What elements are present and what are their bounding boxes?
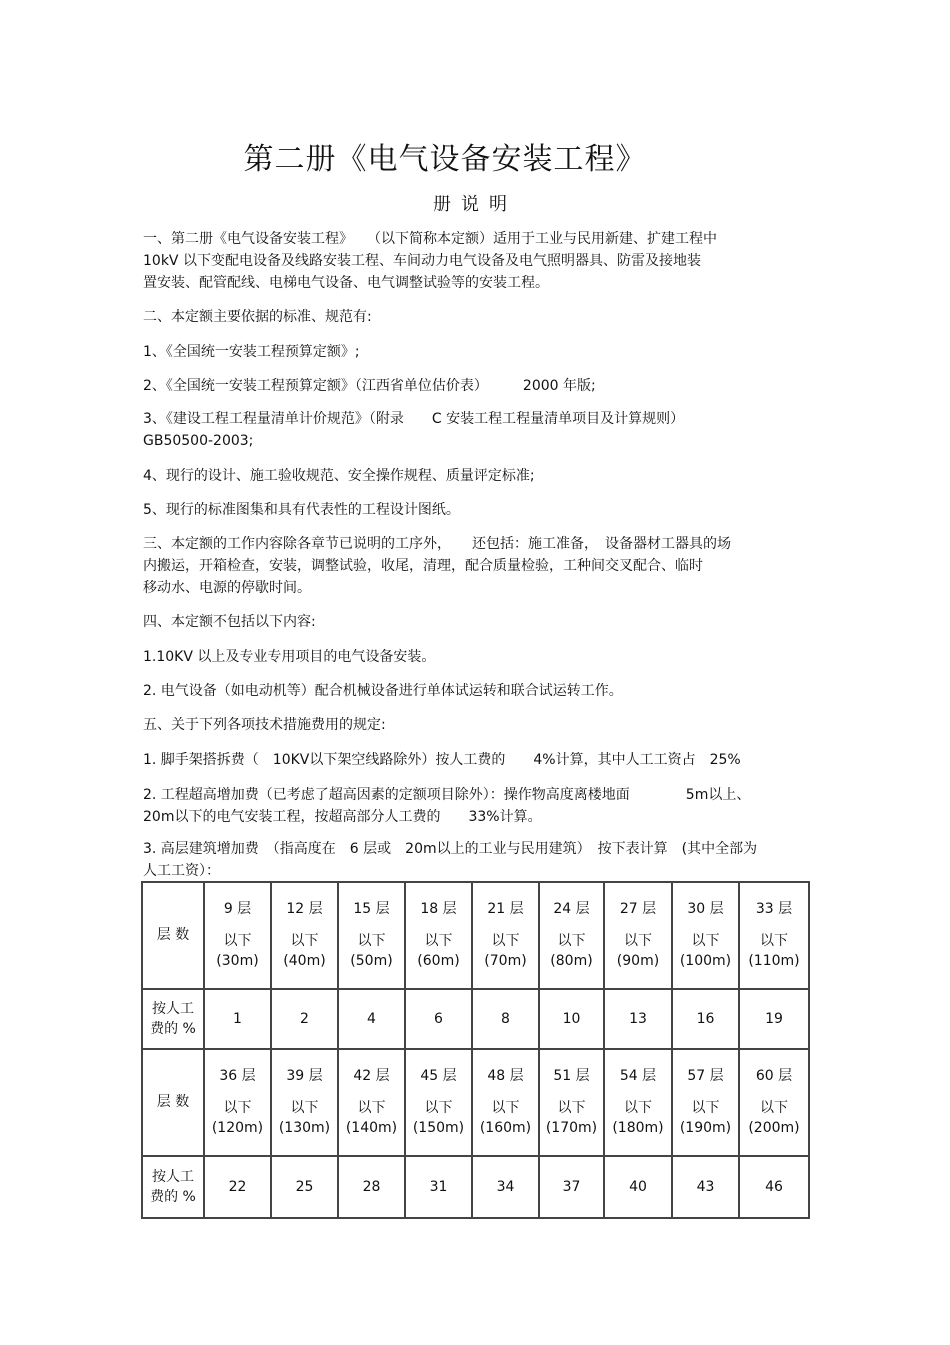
below-label: 以下 bbox=[691, 933, 720, 950]
floor-count: 51 层 bbox=[553, 1068, 590, 1085]
percent-value: 2 bbox=[271, 989, 338, 1049]
percent-value: 8 bbox=[472, 989, 539, 1049]
height-limit: (190m) bbox=[679, 1120, 732, 1137]
percent-value: 31 bbox=[405, 1156, 472, 1218]
paragraph bbox=[143, 533, 803, 599]
paragraph-line: 4、现行的设计、施工验收规范、安全操作规程、质量评定标准; bbox=[143, 468, 535, 484]
below-label: 以下 bbox=[624, 933, 652, 950]
height-limit: (130m) bbox=[278, 1120, 331, 1137]
floor-cell bbox=[472, 882, 539, 989]
percent-value: 4 bbox=[338, 989, 405, 1049]
paragraph-line: 3. 高层建筑增加费 （指高度在 6 层或 20m以上的工业与民用建筑） 按下表计算 (其中全部为 bbox=[143, 841, 758, 857]
floor-cell bbox=[539, 882, 604, 989]
below-label: 以下 bbox=[424, 933, 453, 950]
paragraph-line: 1.10KV 以上及专业专用项目的电气设备安装。 bbox=[143, 649, 436, 665]
document-title: 第二册《电气设备安装工程》 bbox=[243, 142, 647, 177]
below-label: 以下 bbox=[491, 1100, 520, 1117]
document-subtitle: 册说明 bbox=[433, 194, 517, 215]
table-row-percent bbox=[142, 989, 809, 1049]
floor-cell bbox=[338, 882, 405, 989]
height-limit: (120m) bbox=[211, 1120, 264, 1137]
below-label: 以下 bbox=[557, 933, 586, 950]
floor-cell bbox=[204, 882, 271, 989]
floor-count: 54 层 bbox=[619, 1068, 657, 1085]
paragraph bbox=[143, 228, 803, 294]
height-limit: (100m) bbox=[679, 953, 732, 970]
height-limit: (80m) bbox=[550, 953, 593, 970]
floor-cell bbox=[539, 1049, 604, 1156]
paragraph-line: 2. 电气设备（如电动机等）配合机械设备进行单体试运转和联合试运转工作。 bbox=[143, 683, 623, 699]
floor-count: 42 层 bbox=[353, 1068, 390, 1085]
high-rise-fee-table bbox=[141, 881, 810, 1219]
floor-cell bbox=[672, 1049, 739, 1156]
floor-cell bbox=[338, 1049, 405, 1156]
row-label-percent bbox=[142, 989, 204, 1049]
row-label-line: 按人工 bbox=[152, 1000, 194, 1017]
floor-count: 39 层 bbox=[286, 1068, 323, 1085]
row-label-floors: 层 数 bbox=[142, 882, 204, 989]
height-limit: (170m) bbox=[545, 1120, 598, 1137]
height-limit: (200m) bbox=[748, 1120, 800, 1137]
percent-value: 37 bbox=[539, 1156, 604, 1218]
floor-cell bbox=[672, 882, 739, 989]
row-label-line: 费的 % bbox=[150, 1020, 196, 1037]
paragraph-line: 置安装、配管配线、电梯电气设备、电气调整试验等的安装工程。 bbox=[143, 275, 549, 291]
percent-value: 34 bbox=[472, 1156, 539, 1218]
floor-count: 12 层 bbox=[286, 901, 323, 918]
height-limit: (150m) bbox=[412, 1120, 465, 1137]
height-limit: (160m) bbox=[479, 1120, 532, 1137]
row-label-percent bbox=[142, 1156, 204, 1218]
height-limit: (40m) bbox=[283, 953, 326, 970]
below-label: 以下 bbox=[491, 933, 520, 950]
paragraph bbox=[143, 749, 803, 771]
paragraph bbox=[143, 375, 803, 397]
paragraph bbox=[143, 306, 803, 328]
paragraph bbox=[143, 838, 803, 882]
paragraph bbox=[143, 714, 803, 736]
table-row-floors bbox=[142, 1049, 809, 1156]
floor-cell bbox=[271, 1049, 338, 1156]
paragraph bbox=[143, 341, 803, 363]
floor-cell bbox=[204, 1049, 271, 1156]
paragraph-line: 20m以下的电气安装工程，按超高部分人工费的 33%计算。 bbox=[143, 809, 542, 825]
paragraph-line: 1. 脚手架搭拆费（ 10KV以下架空线路除外）按人工费的 4%计算，其中人工工资占 25% bbox=[143, 752, 741, 768]
floor-count: 18 层 bbox=[420, 901, 457, 918]
percent-value: 16 bbox=[672, 989, 739, 1049]
paragraph bbox=[143, 646, 803, 668]
floor-cell bbox=[604, 1049, 672, 1156]
row-label-line: 费的 % bbox=[150, 1188, 196, 1205]
height-limit: (30m) bbox=[216, 953, 259, 970]
floor-cell bbox=[739, 882, 809, 989]
table-row-percent bbox=[142, 1156, 809, 1218]
percent-value: 22 bbox=[204, 1156, 271, 1218]
floor-count: 27 层 bbox=[619, 901, 657, 918]
floor-count: 9 层 bbox=[223, 901, 252, 918]
floor-count: 21 层 bbox=[487, 901, 524, 918]
height-limit: (70m) bbox=[484, 953, 527, 970]
floor-count: 15 层 bbox=[353, 901, 390, 918]
floor-cell bbox=[472, 1049, 539, 1156]
paragraph-line: 五、关于下列各项技术措施费用的规定: bbox=[143, 717, 386, 733]
height-limit: (90m) bbox=[616, 953, 660, 970]
paragraph-line: 人工工资）： bbox=[143, 863, 220, 879]
paragraph-line: 三、本定额的工作内容除各章节已说明的工序外， 还包括：施工准备， 设备器材工器具的场 bbox=[143, 536, 731, 552]
percent-value: 28 bbox=[338, 1156, 405, 1218]
percent-value: 13 bbox=[604, 989, 672, 1049]
below-label: 以下 bbox=[223, 933, 252, 950]
below-label: 以下 bbox=[691, 1100, 720, 1117]
percent-value: 40 bbox=[604, 1156, 672, 1218]
paragraph-line: 2、《全国统一安装工程预算定额》（江西省单位估价表） 2000 年版; bbox=[143, 378, 596, 394]
height-limit: (110m) bbox=[748, 953, 800, 970]
paragraph bbox=[143, 499, 803, 521]
percent-value: 25 bbox=[271, 1156, 338, 1218]
below-label: 以下 bbox=[290, 933, 319, 950]
paragraph-line: 2. 工程超高增加费（已考虑了超高因素的定额项目除外）：操作物高度离楼地面 5m以上、 bbox=[143, 787, 751, 803]
below-label: 以下 bbox=[760, 933, 788, 950]
floor-cell bbox=[271, 882, 338, 989]
paragraph bbox=[143, 408, 803, 452]
height-limit: (140m) bbox=[345, 1120, 398, 1137]
percent-value: 6 bbox=[405, 989, 472, 1049]
paragraph-line: 10kV 以下变配电设备及线路安装工程、车间动力电气设备及电气照明器具、防雷及接地装 bbox=[143, 253, 701, 269]
percent-value: 43 bbox=[672, 1156, 739, 1218]
paragraph-line: 移动水、电源的停歇时间。 bbox=[143, 580, 311, 596]
row-label-floors: 层 数 bbox=[142, 1049, 204, 1156]
floor-count: 36 层 bbox=[219, 1068, 256, 1085]
paragraph-line: 5、现行的标准图集和具有代表性的工程设计图纸。 bbox=[143, 502, 460, 518]
floor-count: 60 层 bbox=[755, 1068, 793, 1085]
floor-count: 48 层 bbox=[487, 1068, 524, 1085]
paragraph-line: 内搬运，开箱检查，安装，调整试验，收尾，清理，配合质量检验，工种间交叉配合、临时 bbox=[143, 558, 703, 574]
row-label-line: 按人工 bbox=[152, 1168, 194, 1185]
percent-value: 19 bbox=[739, 989, 809, 1049]
below-label: 以下 bbox=[557, 1100, 586, 1117]
floor-count: 30 层 bbox=[687, 901, 724, 918]
paragraph-line: 3、《建设工程工程量清单计价规范》（附录 C 安装工程工程量清单项目及计算规则） bbox=[143, 411, 685, 427]
percent-value: 46 bbox=[739, 1156, 809, 1218]
paragraph-line: GB50500-2003; bbox=[143, 433, 254, 449]
paragraph bbox=[143, 680, 803, 702]
floor-count: 57 层 bbox=[687, 1068, 724, 1085]
floor-count: 33 层 bbox=[755, 901, 793, 918]
paragraph bbox=[143, 784, 803, 828]
paragraph-line: 四、本定额不包括以下内容: bbox=[143, 614, 316, 630]
below-label: 以下 bbox=[760, 1100, 788, 1117]
table-row-floors bbox=[142, 882, 809, 989]
floor-count: 45 层 bbox=[420, 1068, 457, 1085]
below-label: 以下 bbox=[624, 1100, 652, 1117]
percent-value: 10 bbox=[539, 989, 604, 1049]
below-label: 以下 bbox=[357, 1100, 386, 1117]
below-label: 以下 bbox=[424, 1100, 453, 1117]
paragraph-line: 二、本定额主要依据的标准、规范有: bbox=[143, 309, 372, 325]
paragraph-line: 1、《全国统一安装工程预算定额》; bbox=[143, 344, 360, 360]
floor-cell bbox=[739, 1049, 809, 1156]
paragraph bbox=[143, 465, 803, 487]
below-label: 以下 bbox=[357, 933, 386, 950]
paragraph bbox=[143, 611, 803, 633]
floor-count: 24 层 bbox=[553, 901, 590, 918]
height-limit: (60m) bbox=[417, 953, 460, 970]
floor-cell bbox=[604, 882, 672, 989]
below-label: 以下 bbox=[290, 1100, 319, 1117]
percent-value: 1 bbox=[204, 989, 271, 1049]
floor-cell bbox=[405, 1049, 472, 1156]
paragraph-line: 一、第二册《电气设备安装工程》 （以下简称本定额）适用于工业与民用新建、扩建工程中 bbox=[143, 231, 717, 247]
height-limit: (50m) bbox=[350, 953, 393, 970]
below-label: 以下 bbox=[223, 1100, 252, 1117]
floor-cell bbox=[405, 882, 472, 989]
height-limit: (180m) bbox=[612, 1120, 664, 1137]
